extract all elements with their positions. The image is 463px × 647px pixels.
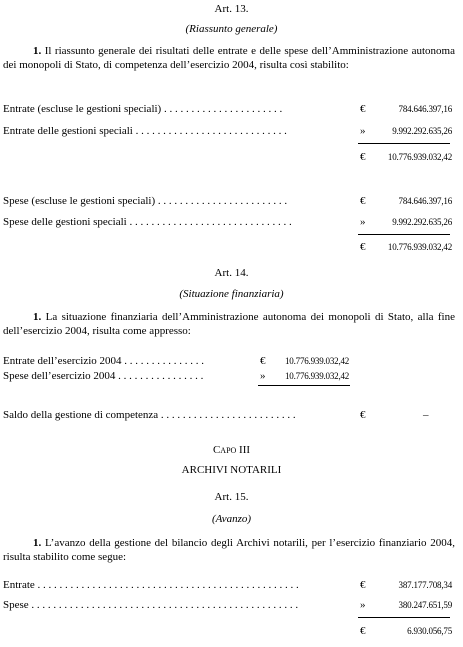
art15-para-text: L’avanzo della gestione del bilancio degli Archivi notarili, per l’esercizio finanziario 2004, risulta stabilito come segue: [3,537,455,563]
art15-subtitle: (Avanzo) [211,513,252,525]
art14-row-entrate: Entrate dell’esercizio 2004 . . . . . . . . . . . . . . . € 10.776.939.032,42 [3,355,350,367]
art15-rule [358,617,450,618]
art15-para-number: 1. [33,537,42,549]
art14-paragraph [3,310,455,338]
art13-entrate-row-2: Entrate delle gestioni speciali . . . . . . . . . . . . . . . . . . . . . . . . . . . . » 9.992.292.635,26 [3,125,452,137]
art13-spese-total: € 10.776.939.032,42 [360,241,452,253]
art14-rule [258,385,350,386]
capo-label: Capo III [212,444,251,456]
art15-row-entrate: Entrate . . . . . . . . . . . . . . . . . . . . . . . . . . . . . . . . . . . . . . . . . . . . . . . . € 387.177.708,34 [3,579,452,591]
art15-row-spese: Spese . . . . . . . . . . . . . . . . . . . . . . . . . . . . . . . . . . . . . . . . . . . . . . . . . » 380.247.651,59 [3,599,452,611]
art14-para-text: La situazione finanziaria dell’Amministrazione autonoma dei monopoli di Stato, alla fine dell’esercizio 2004, risulta come appresso: [3,311,455,337]
art13-para-number: 1. [33,45,42,57]
art13-subtitle: (Riassunto generale) [185,23,278,35]
art14-para-number: 1. [33,311,42,323]
art15-title: Art. 15. [214,491,249,503]
art14-subtitle: (Situazione finanziaria) [179,288,284,300]
art13-spese-rule [358,234,450,235]
art13-spese-row-2: Spese delle gestioni speciali . . . . . . . . . . . . . . . . . . . . . . . . . . . . . . » 9.992.292.635,26 [3,216,452,228]
capo-title: ARCHIVI NOTARILI [181,464,282,476]
art15-total: € 6.930.056,75 [360,625,452,637]
art13-entrate-total: € 10.776.939.032,42 [360,151,452,163]
art13-para-text: Il riassunto generale dei risultati delle entrate e delle spese dell’Amministrazione autonoma dei monopoli di Stato, di competenza dell’esercizio 2004, risulta così stabilito: [3,45,455,71]
art15-paragraph [3,536,455,564]
art13-paragraph [3,44,455,72]
art13-entrate-rule [358,143,450,144]
art14-saldo: Saldo della gestione di competenza . . . . . . . . . . . . . . . . . . . . . . . . . € – [3,409,429,421]
art14-row-spese: Spese dell’esercizio 2004 . . . . . . . . . . . . . . . . » 10.776.939.032,42 [3,370,350,382]
art13-title: Art. 13. [214,3,249,15]
art13-spese-row-1: Spese (escluse le gestioni speciali) . . . . . . . . . . . . . . . . . . . . . . . . € 784.646.397,16 [3,195,452,207]
art14-title: Art. 14. [214,267,249,279]
art13-entrate-row-1: Entrate (escluse le gestioni speciali) . . . . . . . . . . . . . . . . . . . . . . € 784.646.397,16 [3,103,452,115]
